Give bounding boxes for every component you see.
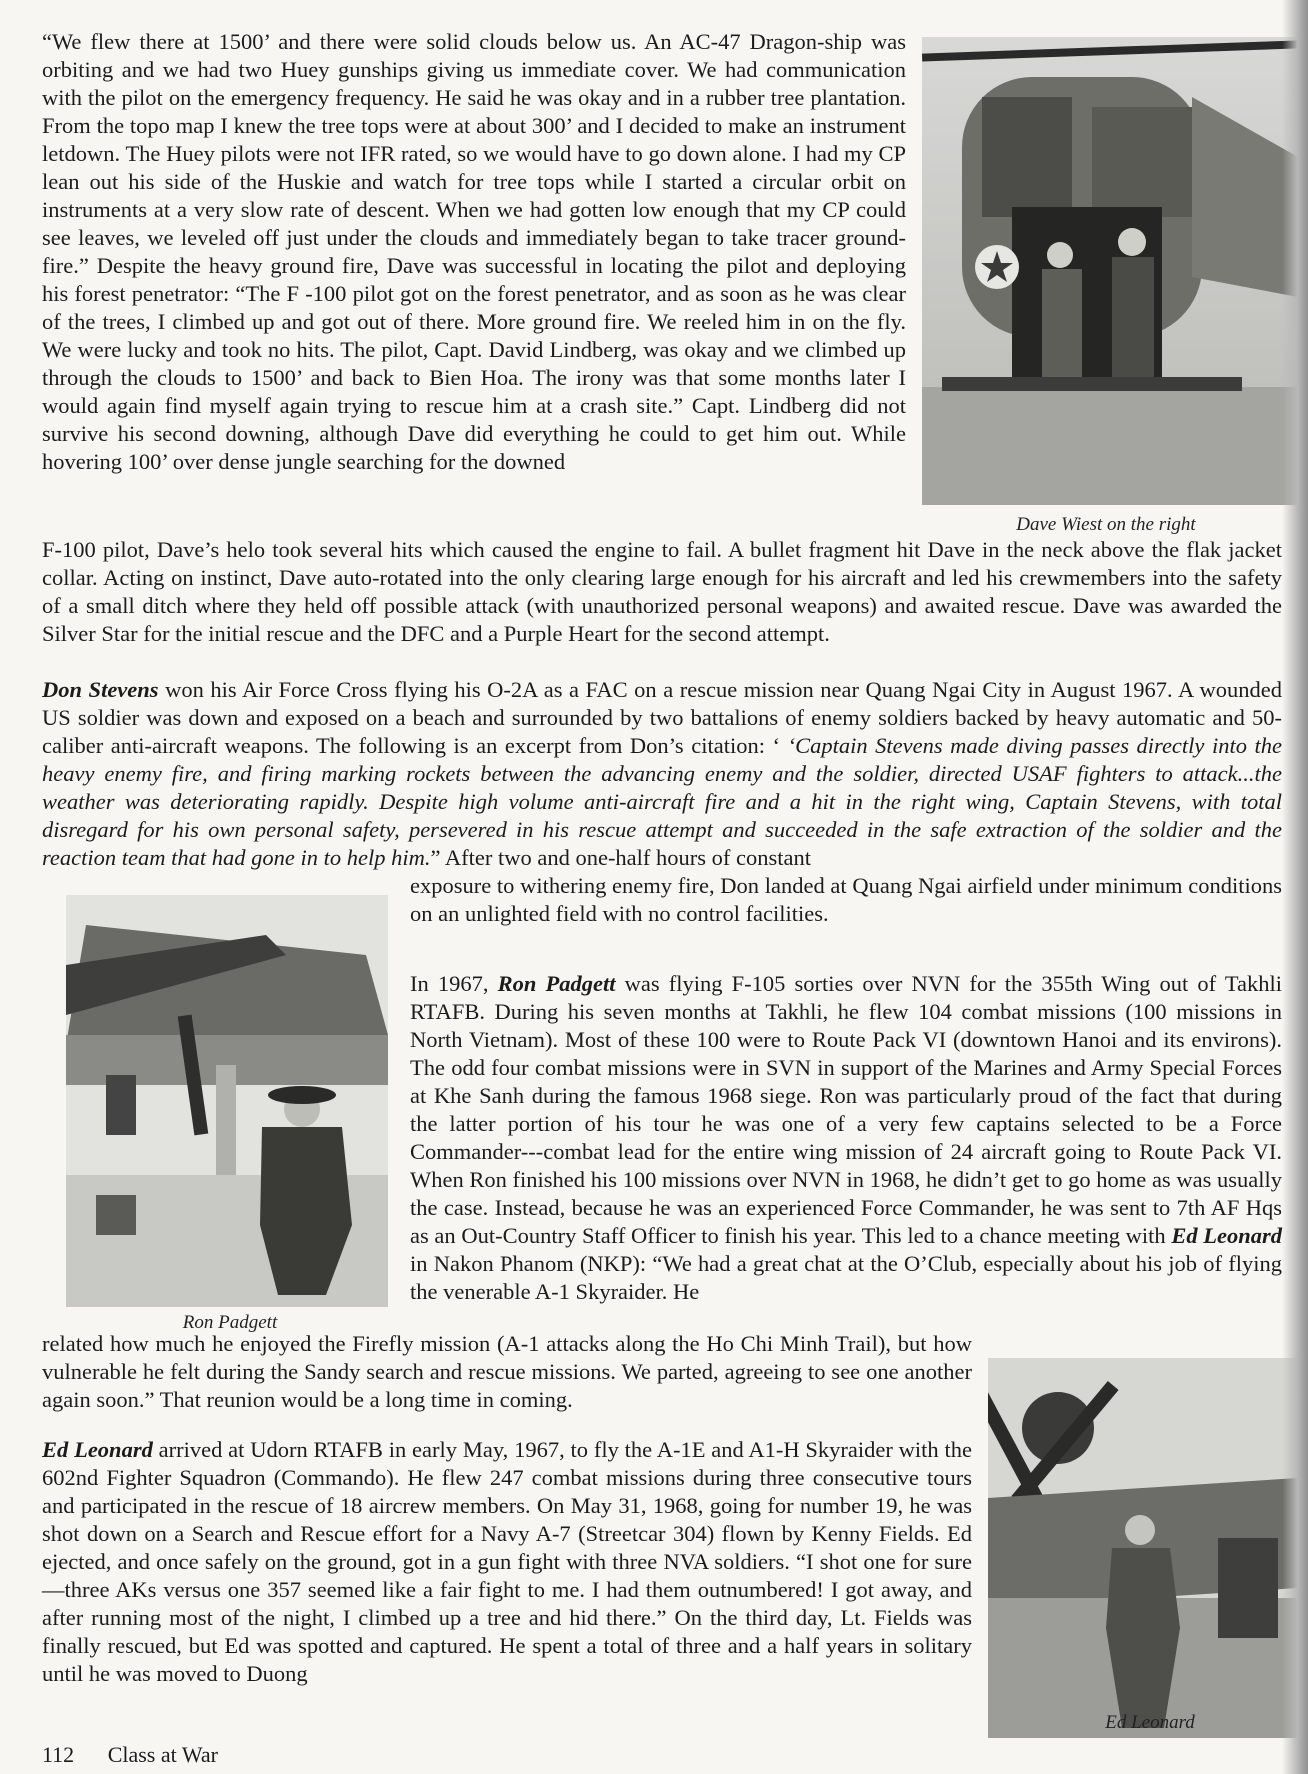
ed-leonard-text: arrived at Udorn RTAFB in early May, 1967, to fly the A-1E and A1-H Skyraider with the 602nd Fighter Squadron (Commando). He flew 247 combat missions during three consecutive tours and participated in the rescue of 18 aircrew members. On May 31, 1968, going for number 19, he was shot down on a Search and Rescue effort for a Navy A-7 (Streetcar 304) flown by Kenny Fields. Ed ejected, and once safely on the ground, got in a gun fight with three NVA soldiers. “I shot one for sure—three AKs versus one 357 seemed like a fair fight to me. I had them outnumbered! I got away, and after running most of the night, I climbed up a tree and hid there.” On the third day, Lt. Fields was finally rescued, but Ed was spotted and captured. He spent a total of three and a half years in solitary until he was moved to Duong [42,1437,972,1686]
page-number: 112 [42,1742,75,1767]
paragraph-don-stevens [42,676,1282,872]
name-ed-leonard: Ed Leonard [42,1437,153,1462]
paragraph-dave-rescue-cont [42,536,1282,648]
paragraph-dave-rescue-text: “We flew there at 1500’ and there were solid clouds below us. An AC-47 Dragon-ship was orbiting and we had two Huey gunships giving us immediate cover. We had communication with the pilot on the emergency frequency. He said he was okay and in a rubber tree plantation. From the topo map I knew the tree tops were at about 300’ and I decided to make an instrument letdown. The Huey pilots were not IFR rated, so we would have to go down alone. I had my CP lean out his side of the Huskie and watch for tree tops while I started a circular orbit on instruments at a very slow rate of descent. When we had gotten low enough that my CP could see leaves, we leveled off just under the clouds and immediately began to take tracer ground-fire.” Despite the heavy ground fire, Dave was successful in locating the pilot and deploying his forest penetrator: “The F -100 pilot got on the forest penetrator, and as soon as he was clear of the trees, I climbed up and got out of there. More ground fire. We reeled him in on the fly. We were lucky and took no hits. The pilot, Capt. David Lindberg, was okay and we climbed up through the clouds to 1500’ and back to Bien Hoa. The irony was that some months later I would again find myself again trying to rescue him at a crash site.” Capt. Lindberg did not survive his second downing, although Dave did everything he could to get him out. While hovering 100’ over dense jungle searching for the downed [42,29,906,474]
paragraph-dave-rescue-cont-text: F-100 pilot, Dave’s helo took several hits which caused the engine to fail. A bullet fragment hit Dave in the neck above the flak jacket collar. Acting on instinct, Dave auto-rotated into the only clearing large enough for his aircraft and led his crewmembers into the safety of a small ditch where they held off possible attack (with unauthorized personal weapons) and awaited rescue. Dave was awarded the Silver Star for the initial rescue and the DFC and a Purple Heart for the second attempt. [42,537,1282,646]
paragraph-ron-padgett [410,970,1282,1306]
ron-padgett-text-c: in Nakon Phanom (NKP): “We had a great chat at the O’Club, especially about his job of flying the venerable A-1 Skyraider. He [410,1251,1282,1304]
paragraph-ron-padgett-cont [42,1330,972,1414]
book-title: Class at War [107,1742,218,1767]
page-edge-shadow [1282,0,1308,1774]
paragraph-dave-rescue [42,28,906,476]
don-stevens-text-c: exposure to withering enemy fire, Don landed at Quang Ngai airfield under minimum conditions on an unlighted field with no control facilities. [410,873,1282,926]
caption-ed-leonard: Ed Leonard [1105,1712,1195,1733]
ron-padgett-text-b: was flying F-105 sorties over NVN for the 355th Wing out of Takhli RTAFB. During his seven months at Takhli, he flew 104 combat missions (100 missions in North Vietnam). Most of these 100 were to Route Pack VI (downtown Hanoi and its environs). The odd four combat missions were in SVN in support of the Marines and Army Special Forces at Khe Sanh during the famous 1968 siege. Ron was particularly proud of the fact that during the latter portion of his tour he was one of a very few captains selected to be a Force Commander---combat lead for the entire wing mission of 24 aircraft going to Route Pack VI. When Ron finished his 100 missions over NVN in 1968, he didn’t get to go home as was usually the case. Instead, because he was an experienced Force Commander, he was sent to 7th AF Hqs as an Out-Country Staff Officer to finish his year. This led to a chance meeting with [410,971,1282,1248]
photo-ed-leonard [988,1358,1298,1738]
don-stevens-text-b: ” After two and one-half hours of constant [430,845,812,870]
don-stevens-text-a: won his Air Force Cross flying his O-2A as a FAC on a rescue mission near Quang Ngai City in August 1967. A wounded US soldier was down and exposed on a beach and surrounded by two battalions of enemy soldiers backed by heavy automatic and 50-caliber anti-aircraft weapons. The following is an excerpt from Don’s citation: ‘ [42,677,1282,758]
caption-ron-padgett: Ron Padgett [182,1312,278,1333]
page-footer [42,1742,246,1768]
ron-padgett-text-a: In 1967, [410,971,498,996]
paragraph-don-stevens-cont [410,872,1282,928]
name-ron-padgett: Ron Padgett [497,971,616,996]
name-don-stevens: Don Stevens [42,677,159,702]
paragraph-ed-leonard [42,1436,972,1688]
ron-padgett-text-d: related how much he enjoyed the Firefly mission (A-1 attacks along the Ho Chi Minh Trail), but how vulnerable he felt during the Sandy search and rescue missions. We parted, agreeing to see one another again soon.” That reunion would be a long time in coming. [42,1331,972,1412]
photo-ron-padgett [66,895,388,1307]
don-stevens-citation: ‘Captain Stevens made diving passes directly into the heavy enemy fire, and firing marking rockets between the advancing enemy and the soldier, directed USAF fighters to attack...the weather was deteriorating rapidly. Despite high volume anti-aircraft fire and a hit in the right wing, Captain Stevens, with total disregard for his own personal safety, persevered in his rescue attempt and succeeded in the safe extraction of the soldier and the reaction team that had gone in to help him. [42,733,1283,870]
photo-dave-wiest-helicopter [922,37,1298,505]
name-ed-leonard-mention: Ed Leonard [1171,1223,1282,1248]
caption-dave-wiest: Dave Wiest on the right [1016,514,1196,535]
